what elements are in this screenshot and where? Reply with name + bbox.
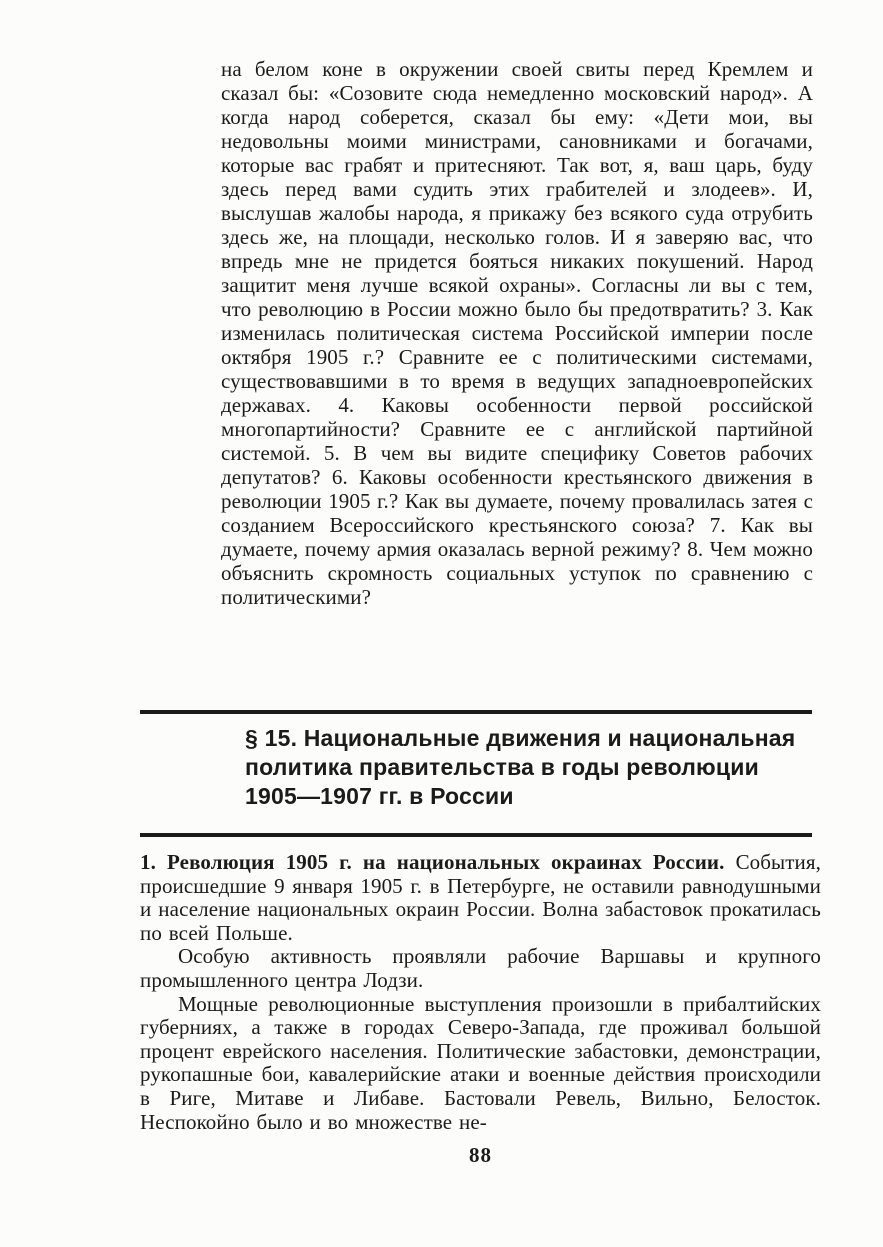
paragraph-2: Особую активность проявляли рабочие Варшавы и крупного промышленного центра Лодзи. <box>140 944 821 992</box>
paragraph-1-text: События, происшедшие 9 января 1905 г. в Петербурге, не оставили равнодушными и население национальных окраин России. Волна забастовок прокатилась по всей Польше. <box>140 850 821 945</box>
section-divider-top <box>140 710 812 714</box>
paragraph-3: Мощные революционные выступления произошли в прибалтийских губерниях, а также в городах Северо-Запада, где проживал большой процент еврейского населения. Политические забастовки, демонстрации, рукопашные бои, кавалерийские атаки и военные действия происходили в Риге, Митаве и Либаве. Бастовали Ревель, Вильно, Белосток. Неспокойно было и во множестве не- <box>140 991 821 1134</box>
section-heading-line-3: 1905—1907 гг. в России <box>245 783 514 809</box>
questions-block: на белом коне в окружении своей свиты перед Кремлем и сказал бы: «Созовите сюда немедленно московский народ». А когда народ соберется, сказал бы ему: «Дети мои, вы недовольны моими министрами, сановниками и богачами, которые вас грабят и притесняют. Так вот, я, ваш царь, буду здесь перед вами судить этих грабителей и злодеев». И, выслушав жалобы народа, я прикажу без всякого суда отрубить здесь же, на площади, несколько голов. И я заверяю вас, что впредь мне не придется бояться никаких покушений. Народ защитит меня лучше всякой охраны». Согласны ли вы с тем, что революцию в России можно было бы предотвратить? 3. Как изменилась политическая система Российской империи после октября 1905 г.? Сравните ее с политическими системами, существовавшими в то время в ведущих западноевропейских державах. 4. Каковы особенности первой российской многопартийности? Сравните ее с английской партийной системой. 5. В чем вы видите специфику Советов рабочих депутатов? 6. Каковы особенности крестьянского движения в революции 1905 г.? Как вы думаете, почему провалилась затея с созданием Всероссийского крестьянского союза? 7. Как вы думаете, почему армия оказалась верной режиму? 8. Чем можно объяснить скромность социальных уступок по сравнению с политическими? <box>221 57 813 609</box>
section-heading-line-1: § 15. Национальные движения и национальная <box>245 725 796 751</box>
body-text <box>140 851 821 1134</box>
page-number: 88 <box>469 1143 492 1167</box>
paragraph-1-lead: 1. Революция 1905 г. на национальных окраинах России. <box>140 850 725 874</box>
section-heading-line-2: политика правительства в годы революции <box>245 754 759 780</box>
section-divider-bottom <box>140 833 812 837</box>
paragraph-1 <box>140 851 821 945</box>
section-heading <box>245 724 825 811</box>
